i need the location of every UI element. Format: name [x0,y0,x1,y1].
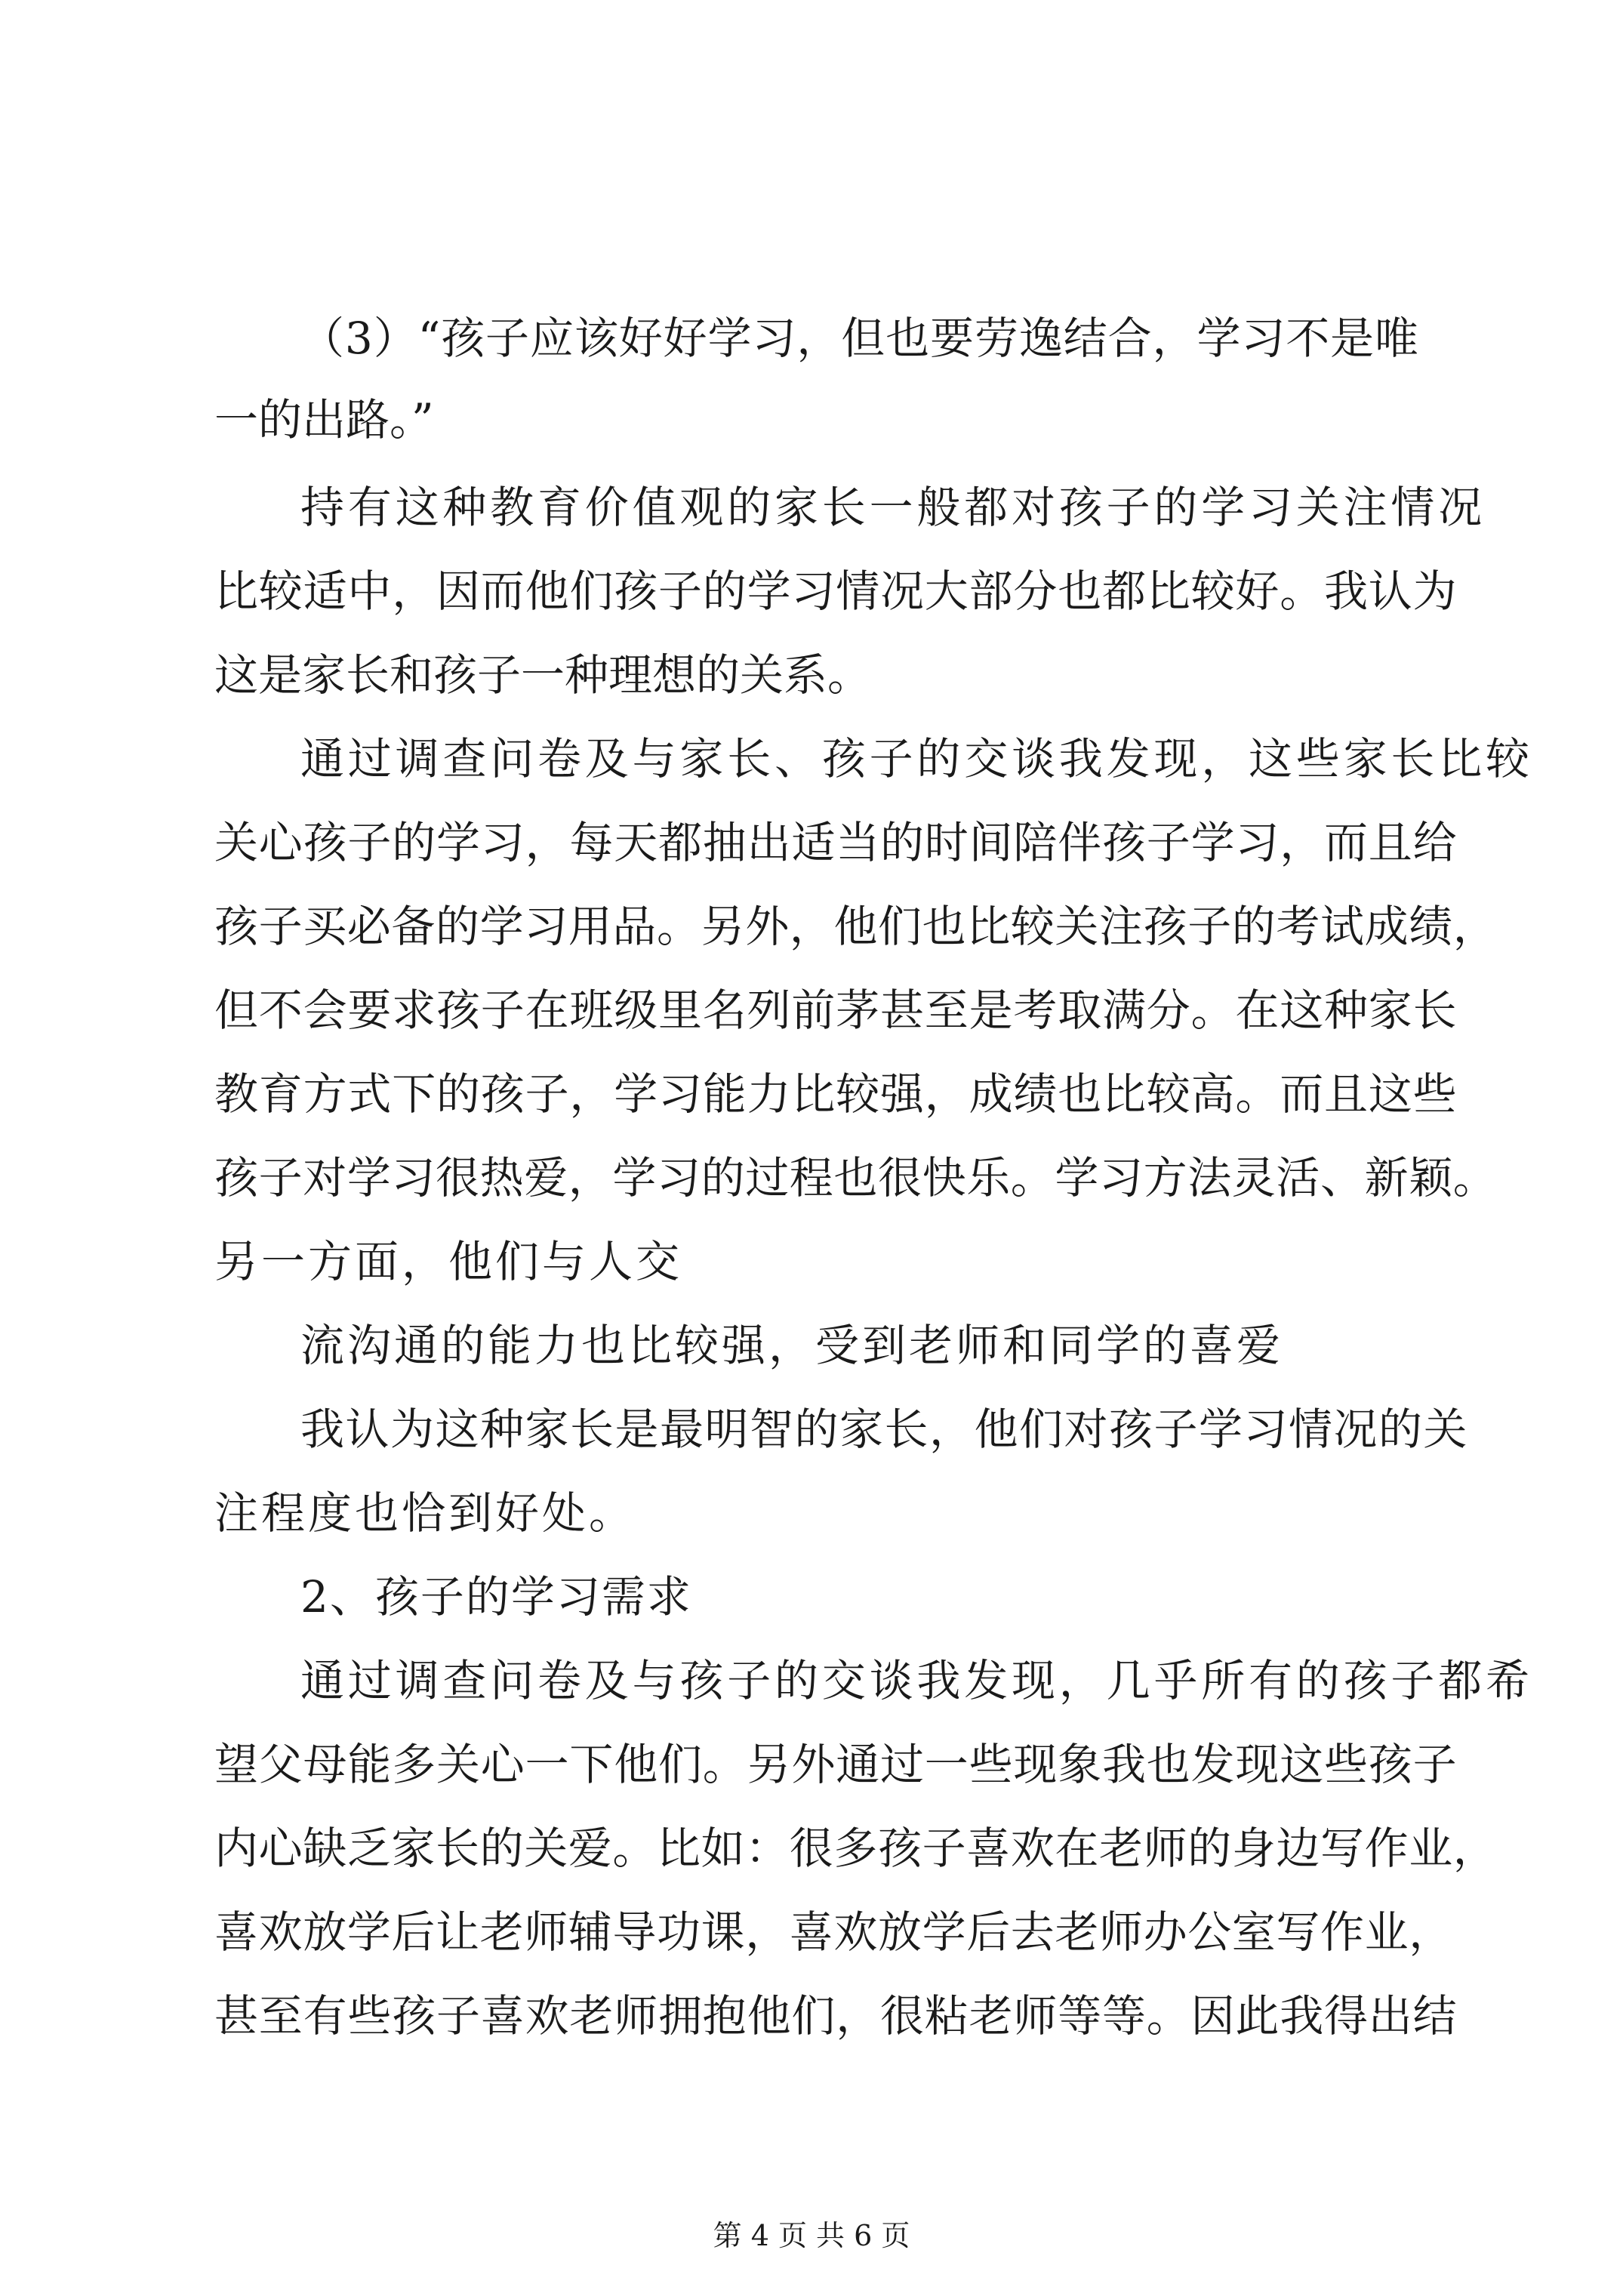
text-line: 一的出路。” [214,394,434,445]
text-line: 内心缺乏家长的关爱。比如：很多孩子喜欢在老师的身边写作业， [214,1823,1498,1874]
text-line: 注程度也恰到好处。 [214,1487,636,1539]
text-line: 流沟通的能力也比较强，受到老师和同学的喜爱 [300,1320,1284,1371]
page-number-footer: 第 4 页 共 6 页 [713,2219,910,2252]
text-line: 甚至有些孩子喜欢老师拥抱他们，很粘老师等等。因此我得出结 [214,1990,1458,2042]
text-line: （3）“孩子应该好好学习，但也要劳逸结合，学习不是唯 [300,313,1419,364]
text-line: 比较适中，因而他们孩子的学习情况大部分也都比较好。我认为 [214,566,1458,617]
text-line: 通过调查问卷及与家长、孩子的交谈我发现，这些家长比较 [300,733,1533,784]
text-line: 但不会要求孩子在班级里名列前茅甚至是考取满分。在这种家长 [214,985,1458,1036]
text-line: 喜欢放学后让老师辅导功课，喜欢放学后去老师办公室写作业， [214,1906,1453,1958]
text-line: 孩子对学习很热爱，学习的过程也很快乐。学习方法灵活、新颖。 [214,1152,1498,1203]
text-line: 孩子买必备的学习用品。另外，他们也比较关注孩子的考试成绩， [214,901,1498,952]
section-heading: 2、孩子的学习需求 [300,1571,692,1623]
text-line: 另一方面，他们与人交 [214,1236,683,1287]
text-line: 望父母能多关心一下他们。另外通过一些现象我也发现这些孩子 [214,1739,1458,1790]
text-line: 这是家长和孩子一种理想的关系。 [214,649,872,701]
text-line: 教育方式下的孩子，学习能力比较强，成绩也比较高。而且这些 [214,1068,1458,1120]
text-line: 关心孩子的学习，每天都抽出适当的时间陪伴孩子学习，而且给 [214,817,1458,868]
text-line: 我认为这种家长是最明智的家长，他们对孩子学习情况的关 [300,1404,1469,1455]
text-line: 持有这种教育价值观的家长一般都对孩子的学习关注情况 [300,482,1486,533]
text-line: 通过调查问卷及与孩子的交谈我发现，几乎所有的孩子都希 [300,1655,1533,1706]
